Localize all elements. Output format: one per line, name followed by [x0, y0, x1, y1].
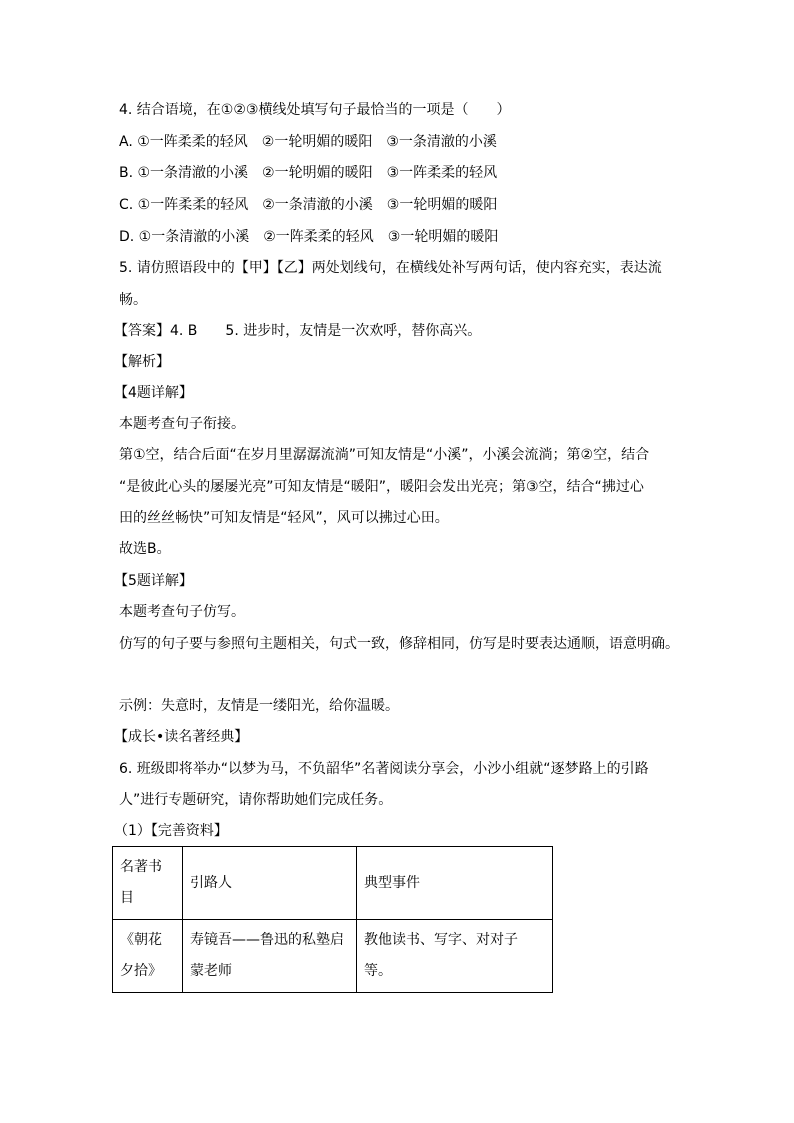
info-table: [112, 846, 553, 993]
question-5: 5. 请仿照语段中的【甲】【乙】两处划线句，在横线处补写两句话，使内容充实，表达流: [119, 260, 662, 276]
option-b: B. ①一条清澈的小溪 ②一轮明媚的暖阳 ③一阵柔柔的轻风: [119, 165, 498, 181]
section-heading: 【成长•读名著经典】: [114, 729, 249, 745]
text: 示例：失意时，友情是一缕阳光，给你温暖。: [119, 698, 399, 714]
text: 仿写的句子要与参照句主题相关，句式一致，修辞相同，仿写是时要表达通顺，语意明确。: [119, 636, 679, 652]
option-d: D. ①一条清澈的小溪 ②一阵柔柔的轻风 ③一轮明媚的暖阳: [119, 229, 499, 245]
table-header: 引路人: [183, 847, 357, 920]
text: 第①空，结合后面“在岁月里潺潺流淌”可知友情是“小溪”，小溪会流淌；第②空，结合: [119, 447, 650, 463]
question-6: 6. 班级即将举办“以梦为马，不负韶华”名著阅读分享会，小沙小组就“逐梦路上的引路: [119, 761, 649, 777]
table-cell: 寿镜吾——鲁迅的私塾启蒙老师: [183, 920, 357, 993]
text: 本题考查句子衔接。: [119, 416, 245, 432]
text: 本题考查句子仿写。: [119, 604, 245, 620]
text: 故选B。: [119, 541, 171, 557]
table-row: [113, 920, 553, 993]
option-a: A. ①一阵柔柔的轻风 ②一轮明媚的暖阳 ③一条清澈的小溪: [119, 134, 497, 150]
subtask-1: （1）【完善资料】: [114, 823, 228, 839]
option-c: C. ①一阵柔柔的轻风 ②一条清澈的小溪 ③一轮明媚的暖阳: [119, 197, 498, 213]
analysis-heading: 【解析】: [114, 354, 170, 370]
question-5-cont: 畅。: [119, 292, 147, 308]
table-cell: 《朝花夕拾》: [113, 920, 183, 993]
question-4: 4. 结合语境，在①②③横线处填写句子最恰当的一项是（ ）: [119, 102, 511, 118]
table-header: 典型事件: [357, 847, 553, 920]
answer: 【答案】4. B 5. 进步时，友情是一次欢呼，替你高兴。: [114, 323, 482, 339]
text: 田的丝丝畅快”可知友情是“轻风”，风可以拂过心田。: [119, 510, 449, 526]
table-header-row: [113, 847, 553, 920]
q5-detail-heading: 【5题详解】: [114, 573, 193, 589]
table-header: 名著书目: [113, 847, 183, 920]
q4-detail-heading: 【4题详解】: [114, 385, 193, 401]
question-6-cont: 人”进行专题研究，请你帮助她们完成任务。: [119, 792, 393, 808]
table-cell: 教他读书、写字、对对子等。: [357, 920, 553, 993]
text: “是彼此心头的屡屡光亮”可知友情是“暖阳”，暖阳会发出光亮；第③空，结合“拂过心: [119, 479, 644, 495]
